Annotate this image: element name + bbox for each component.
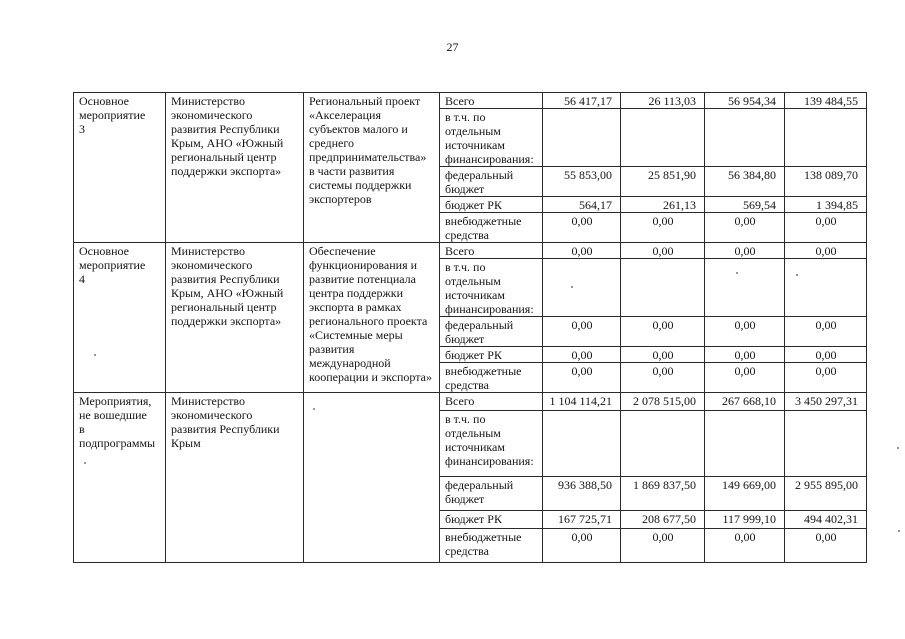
source-label-cell: федеральный бюджет [440,317,543,347]
page-number: 27 [446,40,459,54]
amount-cell-2: 26 113,03 [621,93,705,109]
scan-speck [897,447,899,449]
source-label-cell: бюджет РК [440,197,543,213]
amount-cell-4: 0,00 [785,317,867,347]
amount-cell-1: 0,00 [543,528,621,562]
amount-cell-2: 0,00 [621,317,705,347]
amount-cell-3: 0,00 [705,317,785,347]
scan-speck [84,462,86,464]
amount-cell-4: 2 955 895,00 [785,476,867,510]
amount-cell-1: 936 388,50 [543,476,621,510]
source-label-cell: Всего [440,243,543,259]
amount-cell-1: 0,00 [543,317,621,347]
amount-cell-4: 139 484,55 [785,93,867,109]
amount-cell-2 [621,259,705,317]
event-name-cell: Основное мероприятие 4 [74,243,166,393]
amount-cell-1: 56 417,17 [543,93,621,109]
amount-cell-2: 0,00 [621,363,705,393]
amount-cell-4 [785,411,867,477]
amount-cell-2: 0,00 [621,243,705,259]
amount-cell-3: 117 999,10 [705,510,785,528]
amount-cell-2: 0,00 [621,347,705,363]
amount-cell-4 [785,259,867,317]
amount-cell-1: 167 725,71 [543,510,621,528]
event-name-cell: Основное мероприятие 3 [74,93,166,243]
source-label-cell: внебюджетные средства [440,213,543,243]
amount-cell-3: 0,00 [705,528,785,562]
amount-cell-1: 0,00 [543,347,621,363]
amount-cell-3: 56 384,80 [705,167,785,197]
amount-cell-3: 569,54 [705,197,785,213]
scan-speck [898,530,900,532]
amount-cell-2: 0,00 [621,213,705,243]
amount-cell-1: 1 104 114,21 [543,393,621,411]
amount-cell-2 [621,109,705,167]
table-row [74,93,867,109]
amount-cell-1 [543,411,621,477]
event-name-cell: Мероприятия, не вошедшие в подпрограммы [74,393,166,563]
amount-cell-3: 0,00 [705,347,785,363]
source-label-cell: в т.ч. по отдельным источникам финансирования: [440,109,543,167]
event-executor-cell: Министерство экономического развития Республики Крым [166,393,304,563]
amount-cell-3 [705,411,785,477]
source-label-cell: внебюджетные средства [440,528,543,562]
amount-cell-4: 494 402,31 [785,510,867,528]
source-label-cell: в т.ч. по отдельным источникам финансирования: [440,411,543,477]
financing-table [73,92,867,563]
scan-speck [571,286,573,288]
scan-speck [736,272,738,274]
amount-cell-2: 25 851,90 [621,167,705,197]
source-label-cell: в т.ч. по отдельным источникам финансирования: [440,259,543,317]
amount-cell-1 [543,259,621,317]
source-label-cell: внебюджетные средства [440,363,543,393]
event-executor-cell: Министерство экономического развития Республики Крым, АНО «Южный региональный центр поддержки экспорта» [166,93,304,243]
amount-cell-4: 3 450 297,31 [785,393,867,411]
amount-cell-1: 0,00 [543,243,621,259]
amount-cell-4: 138 089,70 [785,167,867,197]
event-description-cell [304,393,440,563]
amount-cell-4: 0,00 [785,213,867,243]
amount-cell-4: 0,00 [785,363,867,393]
amount-cell-3: 0,00 [705,213,785,243]
amount-cell-3: 149 669,00 [705,476,785,510]
amount-cell-4 [785,109,867,167]
table-row [74,393,867,411]
amount-cell-2: 2 078 515,00 [621,393,705,411]
amount-cell-1: 564,17 [543,197,621,213]
amount-cell-1: 0,00 [543,363,621,393]
amount-cell-2: 0,00 [621,528,705,562]
table-row [74,243,867,259]
source-label-cell: Всего [440,93,543,109]
source-label-cell: федеральный бюджет [440,167,543,197]
amount-cell-1 [543,109,621,167]
amount-cell-3: 0,00 [705,363,785,393]
amount-cell-3 [705,109,785,167]
amount-cell-4: 1 394,85 [785,197,867,213]
amount-cell-2 [621,411,705,477]
source-label-cell: федеральный бюджет [440,476,543,510]
amount-cell-4: 0,00 [785,528,867,562]
table-body [74,93,867,563]
scan-speck [796,274,798,276]
scan-speck [94,354,96,356]
amount-cell-3: 56 954,34 [705,93,785,109]
scan-speck [313,408,315,410]
event-description-cell: Обеспечение функционирования и развитие потенциала центра поддержки экспорта в рамках регионального проекта «Системные меры развития международной кооперации и экспорта» [304,243,440,393]
amount-cell-3 [705,259,785,317]
amount-cell-2: 208 677,50 [621,510,705,528]
amount-cell-1: 0,00 [543,213,621,243]
source-label-cell: Всего [440,393,543,411]
event-executor-cell: Министерство экономического развития Республики Крым, АНО «Южный региональный центр поддержки экспорта» [166,243,304,393]
amount-cell-2: 1 869 837,50 [621,476,705,510]
amount-cell-2: 261,13 [621,197,705,213]
amount-cell-4: 0,00 [785,347,867,363]
amount-cell-3: 267 668,10 [705,393,785,411]
amount-cell-3: 0,00 [705,243,785,259]
amount-cell-1: 55 853,00 [543,167,621,197]
event-description-cell: Региональный проект «Акселерация субъектов малого и среднего предпринимательства» в части развития системы поддержки экспортеров [304,93,440,243]
source-label-cell: бюджет РК [440,510,543,528]
source-label-cell: бюджет РК [440,347,543,363]
amount-cell-4: 0,00 [785,243,867,259]
